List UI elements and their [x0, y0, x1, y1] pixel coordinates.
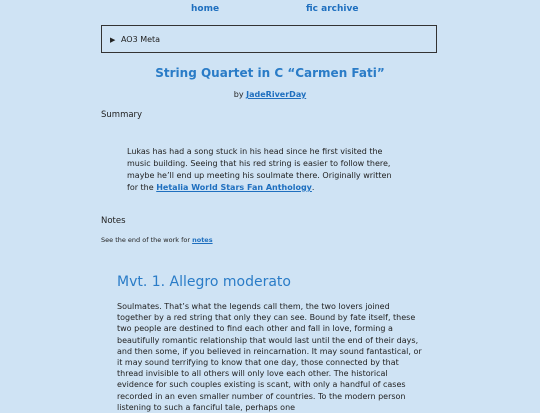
byline — [0, 90, 540, 99]
nav-home-link[interactable]: home — [191, 4, 220, 14]
nav-fic-archive-link[interactable]: fic archive — [306, 4, 359, 14]
summary-text — [127, 146, 402, 194]
byline-prefix: by — [233, 90, 244, 99]
summary-end: . — [311, 183, 315, 192]
chapter-body-paragraph: Soulmates. That’s what the legends call them, the two lovers joined together by a red string that only they can see. Bound by fate itself, these two people are destined to find each other and fall in love, forming a beautifully romantic relationship that would last until the end of their days, and then some, if you believed in reincarnation. It may sound fantastical, or it may sound terrifying to know that one day, those connected by that thread invisible to all others will only love each other. The historical evidence for such couples existing is scant, with only a handful of cases recorded in an even smaller number of countries. To the modern person listening to such a fanciful tale, perhaps one — [117, 302, 422, 412]
chapter-title: Mvt. 1. Allegro moderato — [117, 274, 291, 290]
summary-heading: Summary — [101, 110, 143, 120]
work-title: String Quartet in C “Carmen Fati” — [155, 66, 385, 80]
author-link[interactable]: JadeRiverDay — [246, 90, 307, 99]
ao3-meta-disclosure[interactable] — [101, 25, 437, 53]
ao3-meta-label: AO3 Meta — [120, 35, 161, 44]
notes-text — [101, 236, 213, 244]
disclosure-triangle-icon: ▶ — [110, 36, 116, 44]
notes-heading: Notes — [101, 216, 126, 226]
notes-body: See the end of the work for — [101, 236, 193, 244]
summary-body: Lukas has had a song stuck in his head since he first visited the music building. Seeing that his red string is easier to follow there, maybe he’ll end up meeting his soulmate there. Originally written for the — [127, 147, 392, 192]
notes-link[interactable]: notes — [192, 236, 213, 244]
top-nav — [0, 4, 540, 18]
anthology-link[interactable]: Hetalia World Stars Fan Anthology — [156, 183, 312, 192]
